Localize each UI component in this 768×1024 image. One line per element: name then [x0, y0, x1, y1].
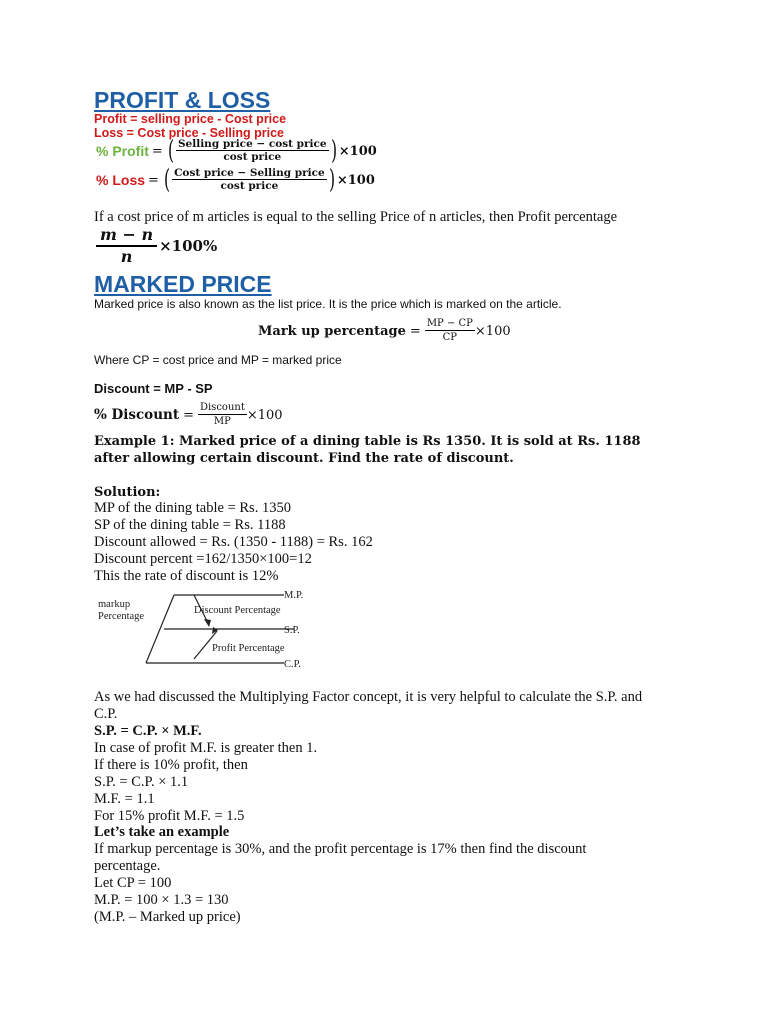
example-question: If markup percentage is 30%, and the profit percentage is 17% then find the discount percentage. — [94, 841, 587, 874]
profit-fraction — [176, 138, 329, 164]
solution-line: SP of the dining table = Rs. 1188 — [94, 517, 286, 533]
fraction-numerator: m − n — [96, 225, 157, 247]
loss-definition: Loss = Cost price - Selling price — [94, 126, 284, 140]
solution-line: This the rate of discount is 12% — [94, 568, 279, 584]
fraction-numerator: Discount — [199, 402, 245, 413]
where-definition: Where CP = cost price and MP = marked price — [94, 353, 342, 367]
diagram-discount-label: Discount Percentage — [194, 605, 281, 616]
mf-line: S.P. = C.P. × 1.1 — [94, 774, 189, 790]
multiplier: ×100 — [246, 407, 283, 423]
arrowhead-icon — [204, 619, 211, 627]
diagram-markup-label-line-2: Percentage — [98, 611, 145, 622]
solution-line: Discount percent =162/1350×100=12 — [94, 551, 312, 567]
fraction-denominator: CP — [442, 332, 458, 343]
equals-sign: = — [148, 172, 159, 188]
mf-line: In case of profit M.F. is greater then 1. — [94, 740, 318, 756]
diagram-markup-label — [98, 599, 144, 622]
example-heading: Let’s take an example — [94, 824, 230, 840]
solution-heading: Solution: — [94, 485, 161, 500]
solution-line: MP of the dining table = Rs. 1350 — [94, 500, 291, 516]
diagram-profit-label: Profit Percentage — [212, 643, 285, 654]
articles-fraction — [96, 225, 157, 267]
multiplying-factor-intro: As we had discussed the Multiplying Factor concept, it is very helpful to calculate the S.P. and C.P. — [94, 689, 643, 722]
discount-fraction — [198, 402, 247, 428]
loss-percent-formula: % Loss = ( Cost price − Selling price cost price ) ×100 — [96, 165, 375, 195]
example-line: Let CP = 100 — [94, 875, 172, 891]
fraction-denominator: cost price — [223, 151, 282, 163]
markup-percentage-formula — [258, 314, 511, 348]
markup-fraction — [425, 318, 475, 344]
equals-sign: = — [183, 407, 194, 423]
multiplier: ×100 — [474, 323, 511, 339]
loss-percent-label: % Loss — [96, 172, 146, 188]
multiplier: ×100% — [159, 237, 218, 255]
profit-percent-label: % Profit — [96, 143, 149, 159]
diagram-markup-label-line-1: markup — [98, 599, 131, 610]
fraction-denominator: cost price — [220, 180, 279, 192]
fraction-denominator: n — [120, 247, 133, 266]
marked-price-description: Marked price is also known as the list price. It is the price which is marked on the article. — [94, 297, 562, 311]
example-1-question: Example 1: Marked price of a dining table is Rs 1350. It is sold at Rs. 1188 after allowing certain discount. Find the rate of discount. — [94, 434, 641, 466]
section-title-marked-price: MARKED PRICE — [94, 271, 272, 297]
example-line: M.P. = 100 × 1.3 = 130 — [94, 892, 229, 908]
fraction-numerator: MP − CP — [426, 318, 473, 329]
discount-percent-formula — [94, 398, 283, 432]
equals-sign: = — [151, 143, 163, 159]
diagram-cp-label: C.P. — [284, 659, 301, 670]
profit-percent-formula: % Profit = ( Selling price − cost price cost price ) ×100 — [96, 136, 377, 166]
fraction-numerator: Selling price − cost price — [177, 138, 327, 150]
mf-line: M.F. = 1.1 — [94, 791, 155, 807]
section-title-profit-loss: PROFIT & LOSS — [94, 87, 271, 113]
discount-definition-bold: Discount = MP — [94, 381, 184, 396]
diagram-mp-label: M.P. — [284, 590, 304, 601]
example-line: (M.P. – Marked up price) — [94, 909, 241, 925]
multiplying-factor-lines — [94, 740, 317, 825]
fraction-denominator: MP — [213, 416, 231, 427]
solution-line: Discount allowed = Rs. (1350 - 1188) = Rs. 162 — [94, 534, 373, 550]
mf-line: If there is 10% profit, then — [94, 757, 248, 773]
markup-label: Mark up percentage — [258, 323, 406, 339]
solution-lines — [94, 500, 373, 585]
multiplying-factor-formula: S.P. = C.P. × M.F. — [94, 723, 202, 739]
discount-definition-rest: - SP — [183, 381, 213, 396]
diagram-sp-label: S.P. — [284, 625, 300, 636]
loss-fraction — [172, 167, 327, 193]
example-lines — [94, 875, 241, 926]
markup-discount-profit-diagram — [94, 585, 314, 671]
fraction-numerator: Cost price − Selling price — [174, 167, 325, 179]
mf-line: For 15% profit M.F. = 1.5 — [94, 808, 245, 824]
discount-percent-label: % Discount — [94, 407, 180, 423]
multiplier: ×100 — [338, 143, 377, 159]
multiplier: ×100 — [336, 172, 375, 188]
articles-formula — [96, 224, 217, 268]
discount-definition — [94, 381, 213, 396]
articles-statement: If a cost price of m articles is equal to the selling Price of n articles, then Profit percentage — [94, 209, 618, 225]
equals-sign: = — [409, 323, 421, 339]
profit-definition: Profit = selling price - Cost price — [94, 112, 287, 126]
